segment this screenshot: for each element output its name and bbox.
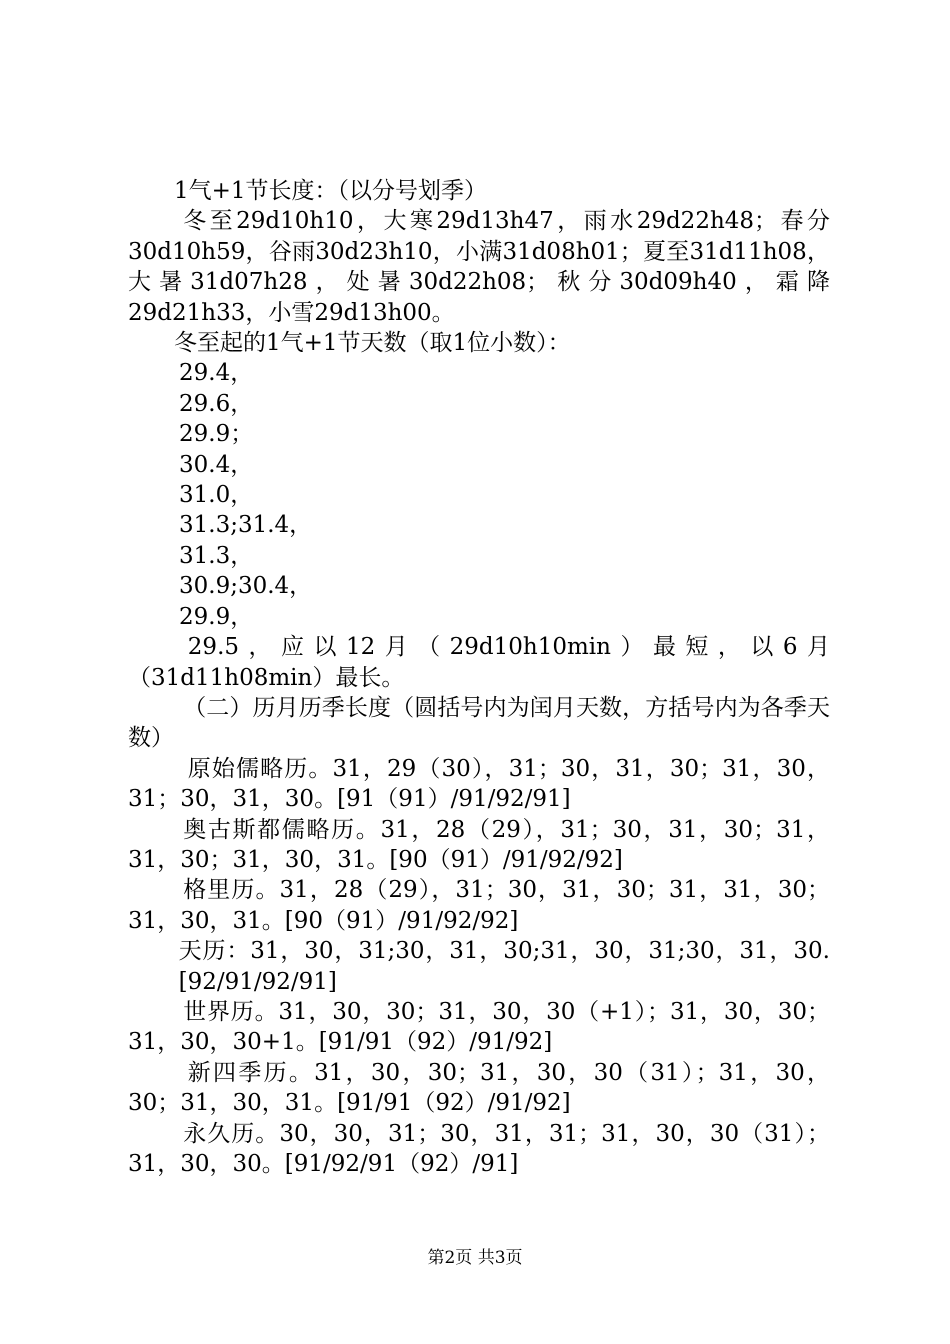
calendar-perpetual: 永久历。30，30，31；30，31，31；31，30，30（31）；31，30，30。[91/92/91（92）/91] xyxy=(128,1120,830,1177)
calendar-augustan-julian: 奥古斯都儒略历。31，28（29），31；30，31，30；31，31，30；31，30，31。[90（91）/91/92/92] xyxy=(128,816,830,873)
days-value-item: 29.9， xyxy=(179,603,254,630)
calendar-tianli: 天历：31，30，31;30，31，30;31，30，31;30，31，30.[92/91/92/91] xyxy=(178,938,830,995)
days-value-item: 31.3;31.4， xyxy=(179,512,313,539)
page-number-label: 第2页 共3页 xyxy=(427,1248,523,1268)
page-footer xyxy=(0,1243,950,1268)
days-value-item: 29.6， xyxy=(179,390,254,417)
durations-paragraph: 冬至29d10h10，大寒29d13h47，雨水29d22h48；春分30d10h59，谷雨30d23h10，小满31d08h01；夏至31d11h08，大暑31d07h28，处暑30d22h08；秋分30d09h40，霜降29d21h33，小雪29d13h00。 xyxy=(128,208,830,326)
days-value-item: 31.0， xyxy=(179,482,254,509)
section-two-title: （二）历月历季长度（圆括号内为闰月天数，方括号内为各季天数） xyxy=(128,694,830,752)
calendar-gregorian: 格里历。31，28（29），31；30，31，30；31，31，30；31，30，31。[90（91）/91/92/92] xyxy=(128,877,830,934)
days-intro: 冬至起的1气+1节天数（取1位小数）： xyxy=(174,330,571,357)
calendar-original-julian: 原始儒略历。31，29（30），31；30，31，30；31，30，31；30，31，30。[91（91）/91/92/91] xyxy=(128,755,830,813)
days-value-item: 29.9； xyxy=(179,421,254,448)
document-body xyxy=(128,176,830,1179)
days-value-item: 29.4， xyxy=(179,360,254,387)
days-value-item: 31.3， xyxy=(179,542,254,569)
calendar-new-four-seasons: 新四季历。31，30，30；31，30，30（31）；31，30，30；31，30，31。[91/91（92）/91/92] xyxy=(128,1059,830,1117)
section-heading: 1气+1节长度：（以分号划季） xyxy=(174,178,488,204)
calendar-world: 世界历。31，30，30；31，30，30（+1）；31，30，30；31，30，30+1。[91/91（92）/91/92] xyxy=(128,998,830,1056)
days-value-item: 30.9;30.4， xyxy=(179,573,313,600)
last-value-note: 29.5，应以12月（29d10h10min）最短，以6月（31d11h08min）最长。 xyxy=(128,634,830,691)
days-value-list xyxy=(128,358,830,632)
days-value-item: 30.4， xyxy=(179,451,254,478)
